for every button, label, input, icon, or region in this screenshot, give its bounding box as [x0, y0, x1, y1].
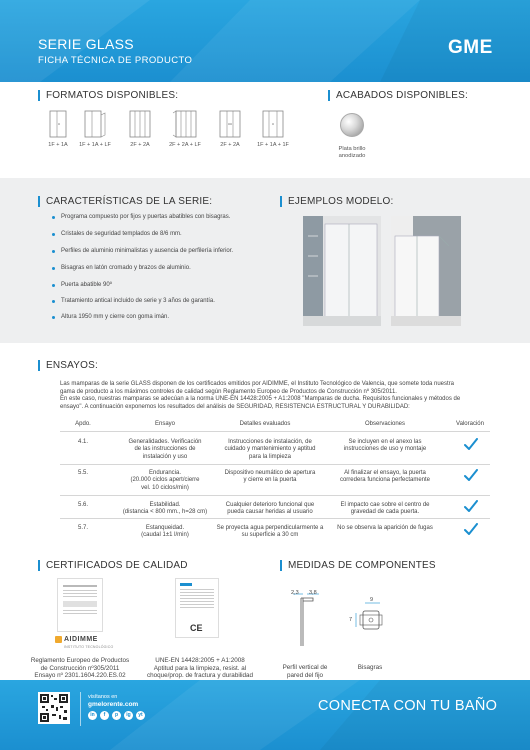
bullet-dot	[52, 284, 55, 287]
aidimme-subtitle: INSTITUTO TECNOLÓGICO	[64, 645, 114, 649]
cell-detalles	[215, 502, 325, 517]
formatos-heading	[38, 90, 178, 101]
certificate-caption-1	[20, 657, 140, 680]
cell-observaciones	[330, 502, 440, 517]
col-header-apdo: Apdo.	[75, 421, 91, 427]
format-label: 2F + 2A	[220, 142, 240, 148]
check-icon	[464, 438, 478, 451]
doc-line	[63, 613, 97, 614]
paragraph-line: gama de producto a los máximos controles de calidad según Reglamento Europeo de Productos de Construcción nº 305/2011.	[60, 388, 397, 395]
feature-text: Tratamiento antical incluido de serie y 3 años de garantía.	[61, 298, 215, 304]
cell-detalles	[208, 525, 332, 540]
caption-line: pared del fijo	[286, 671, 324, 679]
qr-code[interactable]	[38, 692, 70, 724]
footer-slogan: CONECTA CON TU BAÑO	[318, 698, 498, 714]
ensayos-paragraph	[60, 381, 490, 411]
paragraph-line: Las mamparas de la serie GLASS disponen de los certificados emitidos por AIDIMME, el Instituto Tecnológico de Valencia, que somete toda nuestra	[60, 381, 454, 387]
format-diagram-icon	[129, 110, 151, 138]
cell-line: (caudal 1±1 l/min)	[141, 532, 189, 539]
cell-line: Se incluyen en el anexo las	[348, 439, 422, 445]
heading-accent	[38, 90, 40, 101]
doc-line	[180, 589, 214, 590]
acabados-title: ACABADOS DISPONIBLES:	[336, 90, 469, 101]
hinge-diagram	[348, 597, 393, 642]
cell-line: instrucciones de uso y montaje	[343, 446, 427, 453]
ensayos-heading	[38, 360, 98, 371]
table-divider	[60, 495, 490, 496]
website-link[interactable]: gmelorente.com	[88, 701, 139, 708]
check-icon	[464, 523, 478, 536]
aidimme-logo	[55, 636, 98, 643]
cell-line: Estanqueidad.	[145, 525, 185, 531]
cell-line: Endurancia.	[148, 470, 182, 476]
youtube-icon[interactable]: yt	[136, 711, 145, 720]
medidas-heading	[280, 560, 436, 571]
heading-accent	[280, 560, 282, 571]
facebook-icon[interactable]: f	[100, 711, 109, 720]
cell-apdo: 5.6.	[77, 502, 88, 508]
feature-text: Puerta abatible 90º	[61, 282, 112, 288]
cell-detalles	[215, 470, 325, 485]
caption-line: Perfil vertical de	[282, 664, 328, 671]
caption-line: Aptitud para la limpieza, resist. al	[153, 664, 247, 672]
cell-line: Generalidades. Verificación	[128, 439, 202, 445]
paragraph-line: En este caso, nuestras mamparas se adecúan a la norma UNE-EN 14428:2005 + A1:2008 "Mamparas de ducha. Requisitos funcionales y métodos de	[60, 396, 461, 402]
col-header-valoracion: Valoración	[456, 421, 484, 427]
cell-line: vel. 10 ciclos/min)	[141, 484, 189, 491]
cell-ensayo	[115, 439, 215, 461]
doc-line	[63, 596, 97, 597]
check-icon	[464, 469, 478, 482]
cell-line: (distancia < 800 mm., h=28 cm)	[122, 509, 208, 516]
format-label: 1F + 1A + 1F	[257, 142, 289, 148]
instagram-icon[interactable]: ig	[124, 711, 133, 720]
feature-item	[52, 265, 191, 271]
feature-item	[52, 248, 233, 254]
cell-line: de las instrucciones de	[134, 446, 196, 453]
certificate-document-1	[57, 578, 103, 632]
table-divider	[60, 431, 490, 432]
feature-item	[52, 298, 215, 304]
heading-accent	[38, 360, 40, 371]
doc-line	[180, 598, 214, 599]
format-item	[75, 110, 115, 148]
formatos-title: FORMATOS DISPONIBLES:	[46, 90, 179, 101]
ejemplos-heading	[280, 196, 393, 207]
cell-line: Se proyecta agua perpendicularmente a	[216, 525, 324, 531]
doc-line	[63, 610, 97, 611]
caption-line: choque/prop. de fractura y durabilidad	[146, 672, 254, 679]
cell-line: y cierre en la puerta	[243, 477, 297, 484]
format-diagram-icon	[219, 110, 241, 138]
aidimme-name: AIDIMME	[64, 636, 98, 643]
acabados-heading	[328, 90, 468, 101]
cell-line: gravedad de cada puerta.	[350, 509, 420, 516]
cell-line: Dispositivo neumático de apertura	[224, 470, 316, 476]
certificados-heading	[38, 560, 188, 571]
dimension-label-d: 7	[349, 617, 353, 623]
brand-logo: GME	[448, 37, 493, 58]
cell-line: El impacto cae sobre el centro de	[340, 502, 430, 508]
page-title: SERIE GLASS	[38, 36, 134, 52]
feature-text: Cristales de seguridad templados de 8/6 mm.	[61, 231, 182, 237]
doc-block	[63, 601, 97, 607]
feature-item	[52, 314, 169, 320]
footer-banner	[0, 680, 530, 750]
dimension-label-a: 2,3	[291, 590, 299, 596]
medidas-title: MEDIDAS DE COMPONENTES	[288, 560, 436, 571]
visit-label: visítanos en	[88, 694, 118, 700]
cell-line: cuidado y mantenimiento y aptitud	[224, 446, 316, 453]
finish-label	[322, 146, 382, 160]
cell-observaciones	[330, 525, 440, 532]
page-subtitle: FICHA TÉCNICA DE PRODUCTO	[38, 55, 193, 66]
format-item	[253, 110, 293, 148]
example-photo-1	[303, 216, 381, 326]
col-header-observaciones: Observaciones	[364, 421, 406, 427]
caption-line: Ensayo nº 2301.1604.220.ES.02	[34, 672, 126, 679]
cell-apdo: 5.7.	[77, 525, 88, 531]
cell-apdo: 5.5.	[77, 470, 88, 476]
caracteristicas-heading	[38, 196, 212, 207]
dimension-label-c: 9	[370, 597, 374, 603]
ejemplos-title: EJEMPLOS MODELO:	[288, 196, 394, 207]
footer-divider	[80, 692, 81, 726]
table-divider	[60, 464, 490, 465]
format-item	[165, 110, 205, 148]
format-label: 2F + 2A + LF	[169, 142, 201, 148]
caption-line: UNE-EN 14428:2005 + A1:2008	[155, 657, 245, 664]
heading-accent	[280, 196, 282, 207]
heading-accent	[38, 196, 40, 207]
cell-ensayo	[115, 525, 215, 540]
pinterest-icon[interactable]: p	[112, 711, 121, 720]
caption-line: de Construcción nº305/2011	[40, 664, 120, 672]
certificate-caption-2	[140, 657, 260, 680]
bullet-dot	[52, 216, 55, 219]
bullet-dot	[52, 316, 55, 319]
doc-line	[180, 592, 214, 593]
doc-line	[63, 590, 97, 591]
format-label: 1F + 1A + LF	[79, 142, 111, 148]
bullet-dot	[52, 300, 55, 303]
cell-detalles	[215, 439, 325, 461]
format-diagram-icon	[172, 110, 198, 138]
cell-line: Cualquier deterioro funcional que	[225, 502, 315, 508]
feature-item	[52, 231, 182, 237]
profile-caption	[270, 664, 340, 679]
finish-label-line: anodizado	[338, 153, 366, 159]
ensayos-title: ENSAYOS:	[46, 360, 98, 371]
cell-ensayo	[115, 502, 215, 517]
example-photo-2	[391, 216, 461, 326]
cell-line: para la limpieza	[248, 453, 292, 460]
cell-line: Al finalizar el ensayo, la puerta	[344, 470, 426, 476]
feature-item	[52, 214, 230, 220]
heading-accent	[328, 90, 330, 101]
cell-line: pueda causar heridas al usuario	[227, 509, 313, 516]
cell-line: (20.000 ciclos apert/cierre	[130, 477, 200, 484]
doc-line	[180, 604, 214, 605]
feature-item	[52, 282, 112, 288]
col-header-ensayo: Ensayo	[154, 421, 175, 427]
table-divider	[60, 518, 490, 519]
format-item	[210, 110, 250, 148]
certificados-title: CERTIFICADOS DE CALIDAD	[46, 560, 188, 571]
check-icon	[464, 500, 478, 513]
col-header-detalles: Detalles evaluados	[239, 421, 291, 427]
doc-line	[180, 601, 214, 602]
format-item	[38, 110, 78, 148]
feature-text: Bisagras en latón cromado y brazos de aluminio.	[61, 265, 191, 271]
bullet-dot	[52, 267, 55, 270]
doc-line	[180, 607, 214, 608]
cell-line: Estabilidad.	[149, 502, 181, 508]
format-label: 1F + 1A	[48, 142, 68, 148]
aidimme-mark	[55, 636, 62, 643]
doc-line	[63, 593, 97, 594]
paragraph-line: ensayo". A continuación exponemos los resultados del análisis de SEGURIDAD, RESISTENCIA ESTRUCTURAL Y DURABILIDAD:	[60, 403, 410, 410]
finish-label-line: Plata brillo	[338, 146, 366, 152]
cell-observaciones	[330, 470, 440, 485]
format-diagram-icon	[49, 110, 67, 138]
doc-logo	[180, 583, 192, 586]
doc-line	[180, 595, 214, 596]
bullet-dot	[52, 233, 55, 236]
feature-text: Altura 1950 mm y cierre con goma imán.	[61, 314, 170, 320]
cell-line: Instrucciones de instalación, de	[228, 439, 312, 445]
header-banner	[0, 0, 530, 82]
cell-observaciones	[330, 439, 440, 454]
format-diagram-icon	[84, 110, 106, 138]
cell-line: corredera funciona perfectamente	[339, 477, 431, 484]
cell-line: instalación y uso	[142, 453, 188, 460]
ce-mark: CE	[190, 623, 203, 633]
caracteristicas-title: CARACTERÍSTICAS DE LA SERIE:	[46, 196, 213, 207]
cell-ensayo	[115, 470, 215, 492]
linkedin-icon[interactable]: in	[88, 711, 97, 720]
bullet-dot	[52, 250, 55, 253]
format-label: 2F + 2A	[130, 142, 150, 148]
finish-swatch	[340, 113, 364, 137]
format-diagram-icon	[262, 110, 284, 138]
certificate-document-2	[175, 578, 219, 638]
cell-line: No se observa la aparición de fugas	[337, 525, 433, 531]
doc-line	[63, 585, 97, 587]
heading-accent	[38, 560, 40, 571]
feature-text: Programa compuesto por fijos y puertas abatibles con bisagras.	[61, 214, 231, 220]
cell-line: su superficie a 30 cm	[241, 532, 299, 539]
format-item	[120, 110, 160, 148]
caption-line: Reglamento Europeo de Productos	[30, 657, 130, 664]
hinge-caption: Bisagras	[357, 664, 383, 671]
feature-text: Perfiles de aluminio minimalistas y ausencia de perfilería inferior.	[61, 248, 234, 254]
qr-code-icon	[40, 694, 68, 722]
cell-apdo: 4.1.	[77, 439, 88, 445]
dimension-label-b: 3,8	[309, 590, 317, 596]
profile-diagram	[285, 588, 330, 648]
